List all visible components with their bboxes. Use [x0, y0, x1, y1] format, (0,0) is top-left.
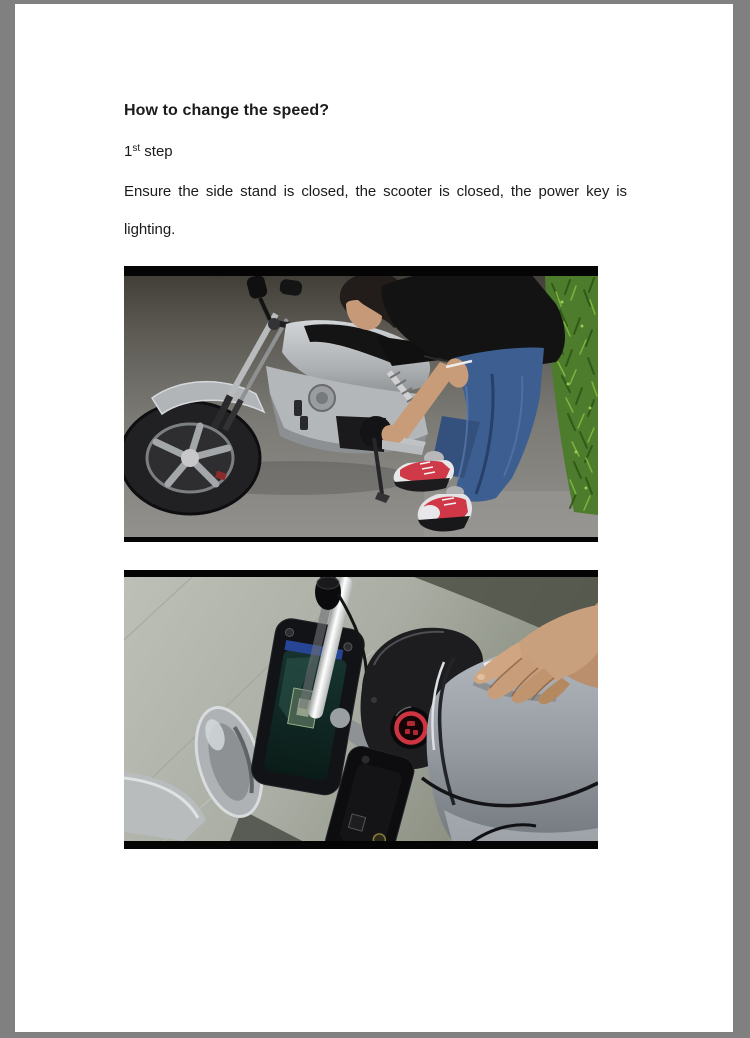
ordinal-suffix: st [132, 143, 141, 154]
section-heading: How to change the speed? [124, 102, 330, 119]
paragraph-line-2: lighting. [124, 221, 176, 238]
step-word: step [140, 143, 173, 160]
step-label [124, 142, 733, 164]
page-content [15, 4, 733, 849]
paragraph-line-1: Ensure the side stand is closed, the scooter is closed, the power key is [124, 183, 627, 200]
document-page [15, 4, 733, 1032]
scooter-dashboard-hand-photo [124, 570, 598, 849]
step-number: 1 [124, 143, 133, 160]
scooter-front-wheel [124, 402, 260, 514]
power-key-ignition [390, 707, 432, 749]
scooter-side-stand-photo [124, 266, 598, 542]
